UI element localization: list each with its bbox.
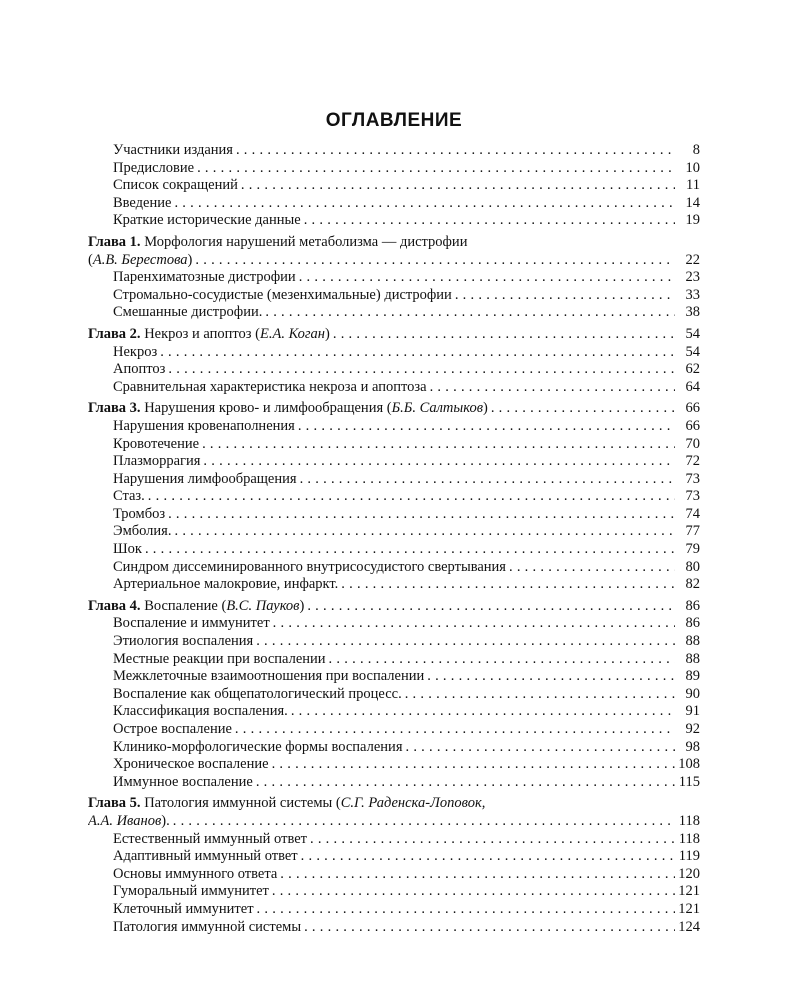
entry-page: 108 [678,756,700,773]
chapter-author: А.А. Иванов [88,812,162,829]
entry-title: Участники издания [113,142,233,158]
toc-entry[interactable] [88,866,700,884]
chapter-page: 86 [685,597,700,614]
entry-title: Гуморальный иммунитет [113,883,269,900]
dot-leader [300,471,675,489]
entry-title: Предисловие [113,159,195,176]
dot-leader [509,559,675,577]
entry-title: Этиология воспаления [113,633,254,650]
entry-title: Кровотечение [113,435,200,452]
chapter-author: Б.Б. Салтыков [391,400,483,417]
chapter-heading[interactable] [88,598,700,616]
toc-entry[interactable] [88,848,700,866]
chapter-title: Воспаление [144,597,218,614]
entry-title: Нарушения лимфообращения [113,470,297,487]
chapter-5 [88,795,700,936]
chapter-author-wrap: (А.В. Берестова) [88,251,193,268]
entry-title: Нарушения кровенаполнения [113,417,295,434]
toc-entry[interactable] [88,453,700,471]
entry-title: Основы иммунного ответа [113,865,278,882]
dot-leader [329,651,675,669]
entry-page: 121 [678,883,700,900]
toc-entry[interactable] [88,195,700,213]
entry-page: 70 [685,435,700,452]
dot-leader [427,668,675,686]
dot-leader [202,436,675,454]
entry-title: Острое воспаление [113,721,232,737]
toc-entry[interactable] [88,615,700,633]
chapter-page: 118 [678,812,700,829]
entry-page: 89 [685,668,700,685]
entry-page: 82 [685,576,700,593]
entry-page: 115 [678,773,700,790]
entry-page: 62 [685,361,700,378]
toc-front-matter [88,142,700,230]
dot-leader [405,686,675,704]
entry-title: Паренхиматозные дистрофии [113,269,296,286]
dot-leader [301,848,675,866]
chapter-heading[interactable] [88,400,700,418]
entry-title: Клинико-морфологические формы воспаления [113,738,403,755]
dot-leader [257,901,675,919]
toc-entry[interactable] [88,739,700,757]
dot-leader [491,400,675,418]
entry-page: 72 [685,453,700,470]
entry-page: 73 [685,488,700,505]
dot-leader [430,379,675,397]
entry-title: Межклеточные взаимоотношения при воспалении [113,668,425,685]
chapter-3 [88,400,700,594]
chapter-heading-text: Глава 3. Нарушения крово- и лимфообращения (Б.Б. Салтыков) [88,400,488,417]
chapter-2 [88,326,700,396]
dot-leader [256,774,675,792]
entry-title: Введение [113,194,172,211]
chapter-title: Некроз и апоптоз [144,325,252,342]
entry-page: 66 [685,417,700,434]
entry-title: Иммунное воспаление [113,773,253,790]
entry-page: 33 [685,286,700,303]
entry-title: Тромбоз [113,505,166,522]
entry-page: 92 [685,721,700,737]
entry-title: Естественный иммунный ответ [113,830,307,847]
toc-entry[interactable] [88,488,700,506]
toc-entry[interactable] [88,721,700,739]
chapter-label: Глава 3. [88,400,141,417]
chapter-heading[interactable] [88,326,700,344]
entry-title: Эмболия. [113,523,172,540]
entry-title: Адаптивный иммунный ответ [113,848,298,865]
chapter-author: Е.А. Коган [259,325,326,342]
entry-page: 98 [685,738,700,755]
chapter-heading-text: Глава 4. Воспаление (В.С. Пауков) [88,597,305,614]
entry-title: Классификация воспаления. [113,703,288,720]
chapter-4 [88,598,700,792]
dot-leader [145,541,675,559]
dot-leader [272,756,675,774]
dot-leader [333,326,675,344]
entry-page: 23 [685,269,700,286]
toc-entry[interactable] [88,471,700,489]
toc-entry[interactable] [88,523,700,541]
entry-title: Воспаление как общепатологический процесс. [113,685,402,702]
toc-entry[interactable] [88,142,700,160]
entry-page: 80 [685,558,700,575]
entry-title: Шок [113,541,142,558]
toc-entry[interactable] [88,418,700,436]
entry-title: Патология иммунной системы [113,918,302,935]
entry-page: 79 [685,541,700,558]
entry-title: Артериальное малокровие, инфаркт. [113,576,339,593]
entry-title: Стаз. [113,488,145,505]
toc-entry[interactable] [88,919,700,937]
entry-title: Смешанные дистрофии. [113,304,263,321]
toc-page [88,108,700,940]
dot-leader [203,453,675,471]
chapter-label: Глава 2. [88,325,141,342]
toc-entry[interactable] [88,160,700,178]
entry-title: Некроз [113,343,158,360]
dot-leader [304,212,675,230]
chapter-label: Глава 4. [88,597,141,614]
entry-page: 54 [685,343,700,360]
toc-entry[interactable] [88,361,700,379]
entry-title: Апоптоз [113,361,166,378]
entry-title: Стромально-сосудистые (мезенхимальные) дистрофии [113,286,452,303]
entry-page: 11 [686,177,700,194]
dot-leader [197,160,675,178]
toc-entry[interactable] [88,379,700,397]
chapter-heading[interactable]: Глава 5. Патология иммунной системы (С.Г. Раденска-Лоповок, [88,795,486,812]
dot-leader [148,488,675,506]
entry-page: 91 [685,703,700,720]
dot-leader [256,633,675,651]
toc-entry[interactable] [88,756,700,774]
chapter-label: Глава 1. [88,233,141,250]
dot-leader [299,269,675,287]
entry-title: Плазморрагия [113,453,201,470]
entry-page: 118 [678,830,700,847]
entry-page: 74 [685,505,700,522]
entry-page: 121 [678,900,700,917]
dot-leader [265,304,675,322]
dot-leader [160,344,675,362]
dot-leader [307,598,675,616]
entry-page: 73 [685,470,700,487]
entry-page: 86 [685,615,700,632]
dot-leader [304,919,675,937]
chapter-title: Патология иммунной системы [144,795,333,812]
chapter-page: 54 [685,325,700,342]
toc-entry[interactable] [88,506,700,524]
dot-leader [236,142,675,160]
dot-leader [405,739,675,757]
entry-page: 124 [678,918,700,935]
entry-page: 19 [685,212,700,229]
chapter-heading[interactable] [88,234,700,252]
chapter-author: С.Г. Раденска-Лоповок, [340,795,486,812]
chapter-heading-cont[interactable] [88,252,700,270]
dot-leader [280,866,675,884]
entry-title: Синдром диссеминированного внутрисосудистого свертывания [113,558,506,575]
dot-leader [235,721,675,739]
chapter-author: В.С. Пауков [226,597,300,614]
toc-entry[interactable] [88,212,700,230]
chapter-page: 22 [685,251,700,268]
toc-entry[interactable] [88,576,700,594]
entry-page: 38 [685,304,700,321]
dot-leader [168,506,675,524]
toc-entry[interactable] [88,686,700,704]
toc-entry[interactable] [88,883,700,901]
dot-leader [174,195,675,213]
entry-page: 64 [685,378,700,395]
chapter-heading-cont[interactable] [88,813,700,831]
toc-entry[interactable] [88,651,700,669]
entry-page: 8 [692,142,700,158]
toc-entry[interactable] [88,831,700,849]
entry-page: 10 [685,159,700,176]
toc-entry[interactable] [88,436,700,454]
entry-title: Местные реакции при воспалении [113,650,326,667]
entry-page: 77 [685,523,700,540]
toc-entry[interactable] [88,287,700,305]
chapter-heading-text: Глава 2. Некроз и апоптоз (Е.А. Коган) [88,325,330,342]
entry-page: 88 [685,650,700,667]
toc-entry[interactable] [88,901,700,919]
dot-leader [195,252,675,270]
dot-leader [310,831,675,849]
entry-title: Список сокращений [113,177,238,194]
toc-entry[interactable] [88,177,700,195]
entry-title: Сравнительная характеристика некроза и апоптоза [113,378,427,395]
chapter-title: Морфология нарушений метаболизма — дистрофии [144,233,468,250]
chapter-1 [88,234,700,322]
dot-leader [298,418,675,436]
toc-entry[interactable] [88,668,700,686]
dot-leader [455,287,675,305]
dot-leader [173,813,675,831]
entry-page: 88 [685,633,700,650]
toc-entry[interactable] [88,774,700,792]
entry-page: 119 [678,848,700,865]
page-title: ОГЛАВЛЕНИЕ [325,110,463,131]
entry-title: Воспаление и иммунитет [113,615,270,632]
dot-leader [273,615,675,633]
toc-entry[interactable] [88,269,700,287]
chapter-author: А.В. Берестова [92,251,188,268]
entry-page: 14 [685,194,700,211]
entry-title: Хроническое воспаление [113,756,269,773]
toc-entry[interactable] [88,541,700,559]
chapter-author-wrap: А.А. Иванов). [88,812,170,829]
chapter-page: 66 [685,400,700,417]
dot-leader [174,523,675,541]
entry-title: Клеточный иммунитет [113,900,254,917]
toc-entry[interactable] [88,559,700,577]
toc-entry[interactable] [88,633,700,651]
dot-leader [291,703,675,721]
toc-entry[interactable] [88,344,700,362]
entry-page: 120 [678,865,700,882]
toc-entry[interactable] [88,304,700,322]
entry-page: 90 [685,685,700,702]
dot-leader [241,177,675,195]
dot-leader [341,576,675,594]
chapter-title: Нарушения крово- и лимфообращения [144,400,384,417]
dot-leader [272,883,675,901]
dot-leader [168,361,675,379]
chapter-label: Глава 5. [88,795,141,812]
entry-title: Краткие исторические данные [113,212,301,229]
toc-entry[interactable] [88,703,700,721]
